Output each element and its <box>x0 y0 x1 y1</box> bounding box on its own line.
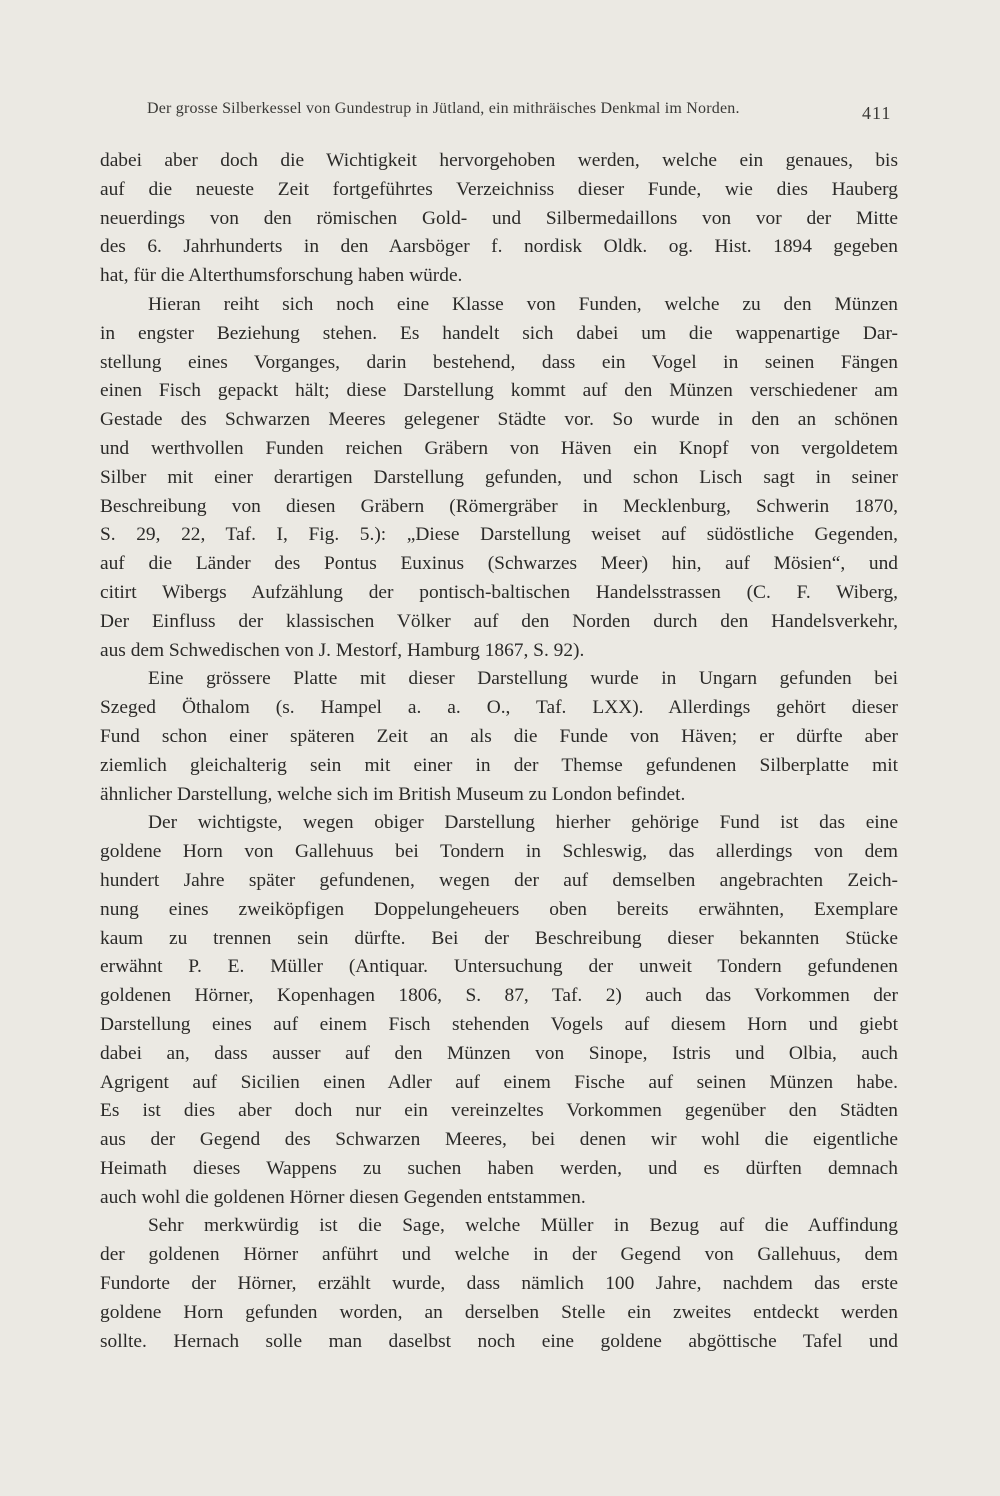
text-line: dabei an, dass ausser auf den Münzen von Sinope, Istris und Olbia, auch <box>100 1042 898 1064</box>
running-title: Der grosse Silberkessel von Gundestrup in Jütland, ein mithräisches Denkmal im Norden. <box>147 100 740 117</box>
text-line: Darstellung eines auf einem Fisch stehenden Vogels auf diesem Horn und giebt <box>100 1013 898 1035</box>
text-line: der goldenen Hörner anführt und welche in der Gegend von Gallehuus, dem <box>100 1244 898 1266</box>
text-line: Es ist dies aber doch nur ein vereinzeltes Vorkommen gegenüber den Städten <box>100 1100 898 1122</box>
text-line: Der Einfluss der klassischen Völker auf den Norden durch den Handelsverkehr, <box>100 610 898 632</box>
text-line: stellung eines Vorganges, darin bestehend, dass ein Vogel in seinen Fängen <box>100 351 898 373</box>
text-line: Fund schon einer späteren Zeit an als die Funde von Häven; er dürfte aber <box>100 725 898 747</box>
text-line: auf die neueste Zeit fortgeführtes Verzeichniss dieser Funde, wie dies Hauberg <box>100 178 898 200</box>
text-line: Gestade des Schwarzen Meeres gelegener Städte vor. So wurde in den an schönen <box>100 409 898 431</box>
text-line: dabei aber doch die Wichtigkeit hervorgehoben werden, welche ein genaues, bis <box>100 150 898 171</box>
text-line: hat, für die Alterthumsforschung haben würde. <box>100 265 463 287</box>
text-line: Silber mit einer derartigen Darstellung gefunden, und schon Lisch sagt in seiner <box>100 466 898 488</box>
text-line: kaum zu trennen sein dürfte. Bei der Beschreibung dieser bekannten Stücke <box>100 927 898 949</box>
text-line: Eine grössere Platte mit dieser Darstellung wurde in Ungarn gefunden bei <box>148 668 898 690</box>
text-line: des 6. Jahrhunderts in den Aarsböger f. nordisk Oldk. og. Hist. 1894 gegeben <box>100 236 898 258</box>
text-line: ähnlicher Darstellung, welche sich im British Museum zu London befindet. <box>100 783 686 805</box>
text-line: neuerdings von den römischen Gold- und Silbermedaillons von vor der Mitte <box>100 207 898 229</box>
text-line: goldenen Hörner, Kopenhagen 1806, S. 87, Taf. 2) auch das Vorkommen der <box>100 985 898 1007</box>
text-line: goldene Horn gefunden worden, an derselben Stelle ein zweites entdeckt werden <box>100 1301 898 1323</box>
text-line: Beschreibung von diesen Gräbern (Römergräber in Mecklenburg, Schwerin 1870, <box>100 495 898 517</box>
text-line: nung eines zweiköpfigen Doppelungeheuers oben bereits erwähnten, Exemplare <box>100 898 898 920</box>
text-line: Der wichtigste, wegen obiger Darstellung hierher gehörige Fund ist das eine <box>148 812 898 834</box>
text-line: einen Fisch gepackt hält; diese Darstellung kommt auf den Münzen verschiedener am <box>100 380 898 402</box>
text-line: sollte. Hernach solle man daselbst noch eine goldene abgöttische Tafel und <box>100 1330 898 1352</box>
text-line: erwähnt P. E. Müller (Antiquar. Untersuchung der unweit Tondern gefundenen <box>100 956 898 978</box>
text-line: auf die Länder des Pontus Euxinus (Schwarzes Meer) hin, auf Mösien“, und <box>100 553 898 575</box>
text-line: auch wohl die goldenen Hörner diesen Gegenden entstammen. <box>100 1186 586 1208</box>
text-line: Heimath dieses Wappens zu suchen haben werden, und es dürften demnach <box>100 1157 898 1179</box>
text-line: Szeged Öthalom (s. Hampel a. a. O., Taf. LXX). Allerdings gehört dieser <box>100 697 898 719</box>
text-line: Hieran reiht sich noch eine Klasse von Funden, welche zu den Münzen <box>148 293 898 315</box>
text-line: aus dem Schwedischen von J. Mestorf, Hamburg 1867, S. 92). <box>100 639 585 661</box>
text-line: aus der Gegend des Schwarzen Meeres, bei denen wir wohl die eigentliche <box>100 1129 898 1151</box>
text-line: citirt Wibergs Aufzählung der pontisch-baltischen Handelsstrassen (C. F. Wiberg, <box>100 581 898 603</box>
text-line: S. 29, 22, Taf. I, Fig. 5.): „Diese Darstellung weiset auf südöstliche Gegenden, <box>100 524 898 546</box>
text-line: hundert Jahre später gefundenen, wegen der auf demselben angebrachten Zeich- <box>100 869 898 891</box>
text-line: und werthvollen Funden reichen Gräbern von Häven ein Knopf von vergoldetem <box>100 437 898 459</box>
text-line: Fundorte der Hörner, erzählt wurde, dass nämlich 100 Jahre, nachdem das erste <box>100 1273 898 1295</box>
text-line: in engster Beziehung stehen. Es handelt sich dabei um die wappenartige Dar- <box>100 322 898 344</box>
text-line: goldene Horn von Gallehuus bei Tondern in Schleswig, das allerdings von dem <box>100 841 898 863</box>
text-line: Sehr merkwürdig ist die Sage, welche Müller in Bezug auf die Auffindung <box>148 1215 898 1237</box>
text-line: ziemlich gleichalterig sein mit einer in der Themse gefundenen Silberplatte mit <box>100 754 898 776</box>
page-number: 411 <box>862 103 892 123</box>
text-line: Agrigent auf Sicilien einen Adler auf einem Fische auf seinen Münzen habe. <box>100 1071 898 1093</box>
body-text <box>100 147 898 1356</box>
